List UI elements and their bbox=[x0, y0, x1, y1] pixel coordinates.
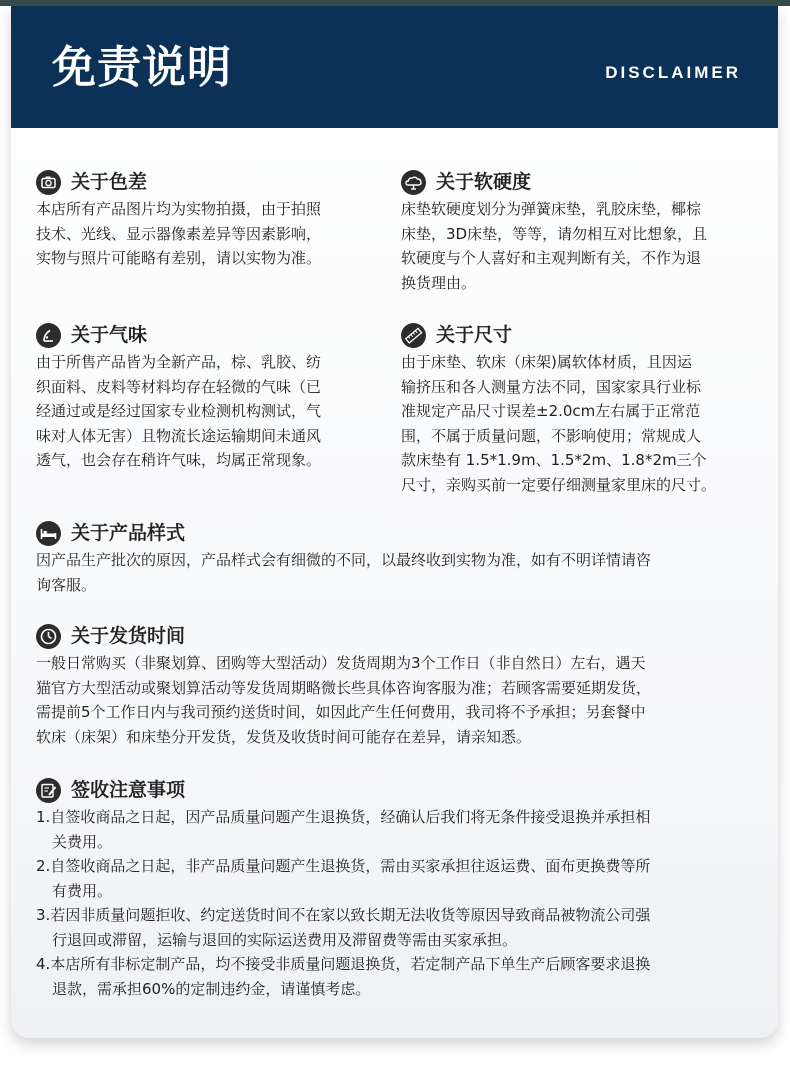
list-item bbox=[36, 854, 771, 903]
item-number: 3. bbox=[36, 906, 51, 924]
item-text: 若因非质量问题拒收、约定送货时间不在家以致长期无法收货等原因导致商品被物流公司强 bbox=[50, 906, 651, 924]
section-smell bbox=[36, 321, 381, 473]
section-title: 签收注意事项 bbox=[71, 779, 186, 801]
list-item bbox=[36, 952, 771, 1001]
section-text: 由于床垫、软床（床架)属软体材质，且因运 输挤压和各人测量方法不同，国家家具行业标 准规定产品尺寸误差±2.0cm左右属于正常范 围，不属于质量问题，不影响使用；常规成人 款床垫有 1.5*1.9m、1.5*2m、1.8*2m三个 尺寸，亲购买前一定要仔细测量家里床的尺寸。 bbox=[401, 353, 717, 494]
section-firmness bbox=[401, 168, 771, 295]
section-title: 关于气味 bbox=[71, 324, 148, 346]
section-size bbox=[401, 321, 776, 497]
bed-icon bbox=[36, 521, 61, 546]
cloud-icon bbox=[401, 170, 426, 195]
item-number: 2. bbox=[36, 857, 51, 875]
header-banner bbox=[11, 6, 778, 128]
page-subtitle: DISCLAIMER bbox=[605, 63, 741, 82]
item-text-continued: 关费用。 bbox=[52, 832, 113, 851]
section-title: 关于产品样式 bbox=[71, 522, 186, 544]
section-text: 因产品生产批次的原因，产品样式会有细微的不同，以最终收到实物为准，如有不明详情请咨 询客服。 bbox=[36, 551, 652, 594]
item-number: 1. bbox=[36, 808, 51, 826]
section-text: 床垫软硬度划分为弹簧床垫，乳胶床垫，椰棕 床垫，3D床垫，等等，请勿相互对比想象，且 软硬度与个人喜好和主观判断有关，不作为退 换货理由。 bbox=[401, 200, 708, 292]
item-text-continued: 退款，需承担60%的定制违约金，请谨慎考虑。 bbox=[52, 979, 371, 998]
item-text-continued: 有费用。 bbox=[52, 881, 113, 900]
item-text: 自签收商品之日起，因产品质量问题产生退换货，经确认后我们将无条件接受退换并承担相 bbox=[50, 808, 651, 826]
list-item bbox=[36, 805, 771, 854]
section-text: 由于所售产品皆为全新产品，棕、乳胶、纺 织面料、皮料等材料均存在轻微的气味（已 经通过或是经过国家专业检测机构测试，气 味对人体无害）且物流长途运输期间未通风 透气，也会存在稍许气味，均属正常现象。 bbox=[36, 353, 322, 469]
edit-icon bbox=[36, 778, 61, 803]
section-shipping bbox=[36, 622, 771, 749]
section-text: 一般日常购买（非聚划算、团购等大型活动）发货周期为3个工作日（非自然日）左右，遇天 猫官方大型活动或聚划算活动等发货周期略微长些具体咨询客服为准；若顾客需要延期发货， 需提前5个工作日内与我司预约送货时间，如因此产生任何费用，我司将不予承担；另套餐中 软床（床架）和床垫分开发货，发货及收货时间可能存在差异，请亲知悉。 bbox=[36, 654, 652, 746]
section-title: 关于发货时间 bbox=[71, 625, 186, 647]
item-number: 4. bbox=[36, 955, 51, 973]
section-style bbox=[36, 519, 766, 597]
clock-icon bbox=[36, 624, 61, 649]
section-title: 关于尺寸 bbox=[436, 324, 513, 346]
section-text: 本店所有产品图片均为实物拍摄，由于拍照 技术、光线、显示器像素差异等因素影响， 实物与照片可能略有差别，请以实物为准。 bbox=[36, 200, 322, 267]
section-title: 关于软硬度 bbox=[436, 171, 532, 193]
list-item bbox=[36, 903, 771, 952]
camera-icon bbox=[36, 170, 61, 195]
section-title: 关于色差 bbox=[71, 171, 148, 193]
ruler-icon bbox=[401, 323, 426, 348]
scent-icon bbox=[36, 323, 61, 348]
page-title: 免责说明 bbox=[52, 42, 232, 93]
item-text: 本店所有非标定制产品，均不接受非质量问题退换货，若定制产品下单生产后顾客要求退换 bbox=[50, 955, 651, 973]
section-receipt bbox=[36, 776, 771, 1001]
section-color bbox=[36, 168, 376, 271]
item-text-continued: 行退回或滞留，运输与退回的实际运送费用及滞留费等需由买家承担。 bbox=[52, 930, 518, 949]
item-text: 自签收商品之日起，非产品质量问题产生退换货，需由买家承担往返运费、面布更换费等所 bbox=[50, 857, 651, 875]
receipt-notes-list bbox=[36, 805, 771, 1001]
